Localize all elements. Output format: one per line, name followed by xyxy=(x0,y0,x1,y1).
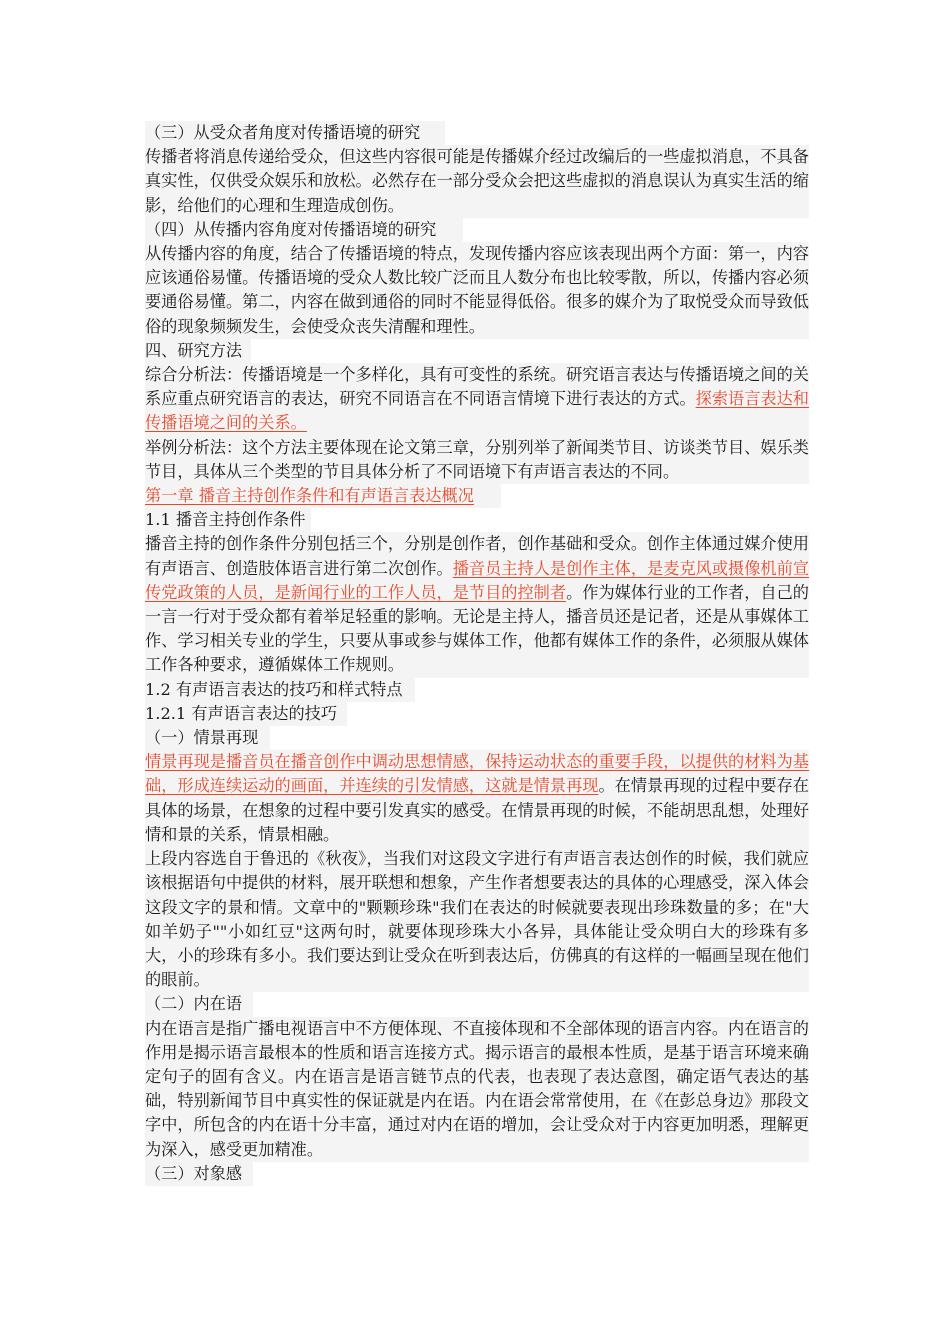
paragraph-text: 从传播内容的角度，结合了传播语境的特点，发现传播内容应该表现出两个方面：第一，内容应该通俗易懂。传播语境的受众人数比较广泛而且人数分布也比较零散，所以，传播内容必须要通俗易懂。第二，内容在做到通俗的同时不能显得低俗。很多的媒介为了取悦受众而导致低俗的现象频频发生，会使受众丧失清醒和理性。 xyxy=(145,244,809,336)
highlighted-link-text[interactable]: 探索语言表达和传播语境之间的关系。 xyxy=(145,389,809,433)
paragraph-text: 。在情景再现的过程中要存在具体的场景，在想象的过程中要引发真实的感受。在情景再现的时候，不能胡思乱想，处理好情和景的关系，情景相融。 xyxy=(145,776,809,844)
paragraph-autumn-night xyxy=(145,847,809,992)
paragraph-audience xyxy=(145,145,809,218)
paragraph-example-analysis xyxy=(145,436,809,484)
highlighted-link-text[interactable]: 播音员主持人是创作主体，是麦克风或摄像机前宣传党政策的人员，是新闻行业的工作人员，是节目的控制者 xyxy=(145,558,810,602)
paragraph-text: 传播者将消息传递给受众，但这些内容很可能是传播媒介经过改编后的一些虚拟消息，不具备真实性，仅供受众娱乐和放松。必然存在一部分受众会把这些虚拟的消息误认为真实生活的缩影，给他们的心理和生理造成创伤。 xyxy=(145,147,809,215)
paragraph-text: 播音主持的创作条件分别包括三个，分别是创作者，创作基础和受众。创作主体通过媒介使用有声语言、创造肢体语言进行第二次创作。 xyxy=(145,534,809,578)
paragraph-text: 上段内容选自于鲁迅的《秋夜》，当我们对这段文字进行有声语言表达创作的时候，我们就应该根据语句中提供的材料，展开联想和想象，产生作者想要表达的具体的心理感受，深入体会这段文字的景和情。文章中的"颗颗珍珠"我们在表达的时候就要表现出珍珠数量的多；在"大如羊奶子""小如红豆"这两句时，就要体现珍珠大小各异，具体能让受众明白大的珍珠有多大，小的珍珠有多小。我们要达到让受众在听到表达后，仿佛真的有这样的一幅画呈现在他们的眼前。 xyxy=(145,849,809,990)
paragraph-text: 举例分析法：这个方法主要体现在论文第三章，分别列举了新闻类节目、访谈类节目、娱乐类节目，具体从三个类型的节目具体分析了不同语境下有声语言表达的不同。 xyxy=(145,437,809,481)
heading-1-2: 1.2 有声语言表达的技巧和样式特点 xyxy=(145,678,415,702)
chapter-one-title[interactable]: 第一章 播音主持创作条件和有声语言表达概况 xyxy=(145,484,501,508)
paragraph-creation-conditions xyxy=(145,532,809,677)
paragraph-inner-language xyxy=(145,1017,809,1162)
paragraph-text: 综合分析法：传播语境是一个多样化，具有可变性的系统。研究语言表达与传播语境之间的关系应重点研究语言的表达，研究不同语言在不同语言情境下进行表达的方式。 xyxy=(145,365,809,409)
heading-content-context: （四）从传播内容角度对传播语境的研究 xyxy=(145,218,463,242)
heading-inner-language: （二）内在语 xyxy=(145,992,253,1016)
heading-1-1: 1.1 播音主持创作条件 xyxy=(145,508,311,532)
paragraph-scene-reproduction xyxy=(145,750,809,847)
document-page xyxy=(145,121,809,1186)
paragraph-content xyxy=(145,242,809,339)
highlighted-link-text[interactable]: 情景再现是播音员在播音创作中调动思想情感，保持运动状态的重要手段，以提供的材料为基础，形成连续运动的画面，并连续的引发情感，这就是情景再现 xyxy=(145,752,809,796)
heading-1-2-1: 1.2.1 有声语言表达的技巧 xyxy=(145,702,347,726)
heading-research-method: 四、研究方法 xyxy=(145,339,251,363)
paragraph-text: 。作为媒体行业的工作者，自己的一言一行对于受众都有着举足轻重的影响。无论是主持人，播音员还是记者，还是从事媒体工作、学习相关专业的学生，只要从事或参与媒体工作，他都有媒体工作的条件，必须服从媒体工作各种要求，遵循媒体工作规则。 xyxy=(145,582,809,675)
paragraph-text: 内在语言是指广播电视语言中不方便体现、不直接体现和不全部体现的语言内容。内在语言的作用是揭示语言最根本的性质和语言连接方式。揭示语言的最根本性质，是基于语言环境来确定句子的固有含义。内在语言是语言链节点的代表，也表现了表达意图，确定语气表达的基础，特别新闻节目中真实性的保证就是内在语。内在语会常常使用，在《在彭总身边》那段文字中，所包含的内在语十分丰富，通过对内在语的增加，会让受众对于内容更加明悉，理解更为深入，感受更加精准。 xyxy=(145,1018,809,1159)
heading-audience-context: （三）从受众者角度对传播语境的研究 xyxy=(145,121,445,145)
heading-scene-reproduction: （一）情景再现 xyxy=(145,726,270,750)
paragraph-comprehensive-analysis xyxy=(145,363,809,436)
heading-object-sense: （三）对象感 xyxy=(145,1162,253,1186)
